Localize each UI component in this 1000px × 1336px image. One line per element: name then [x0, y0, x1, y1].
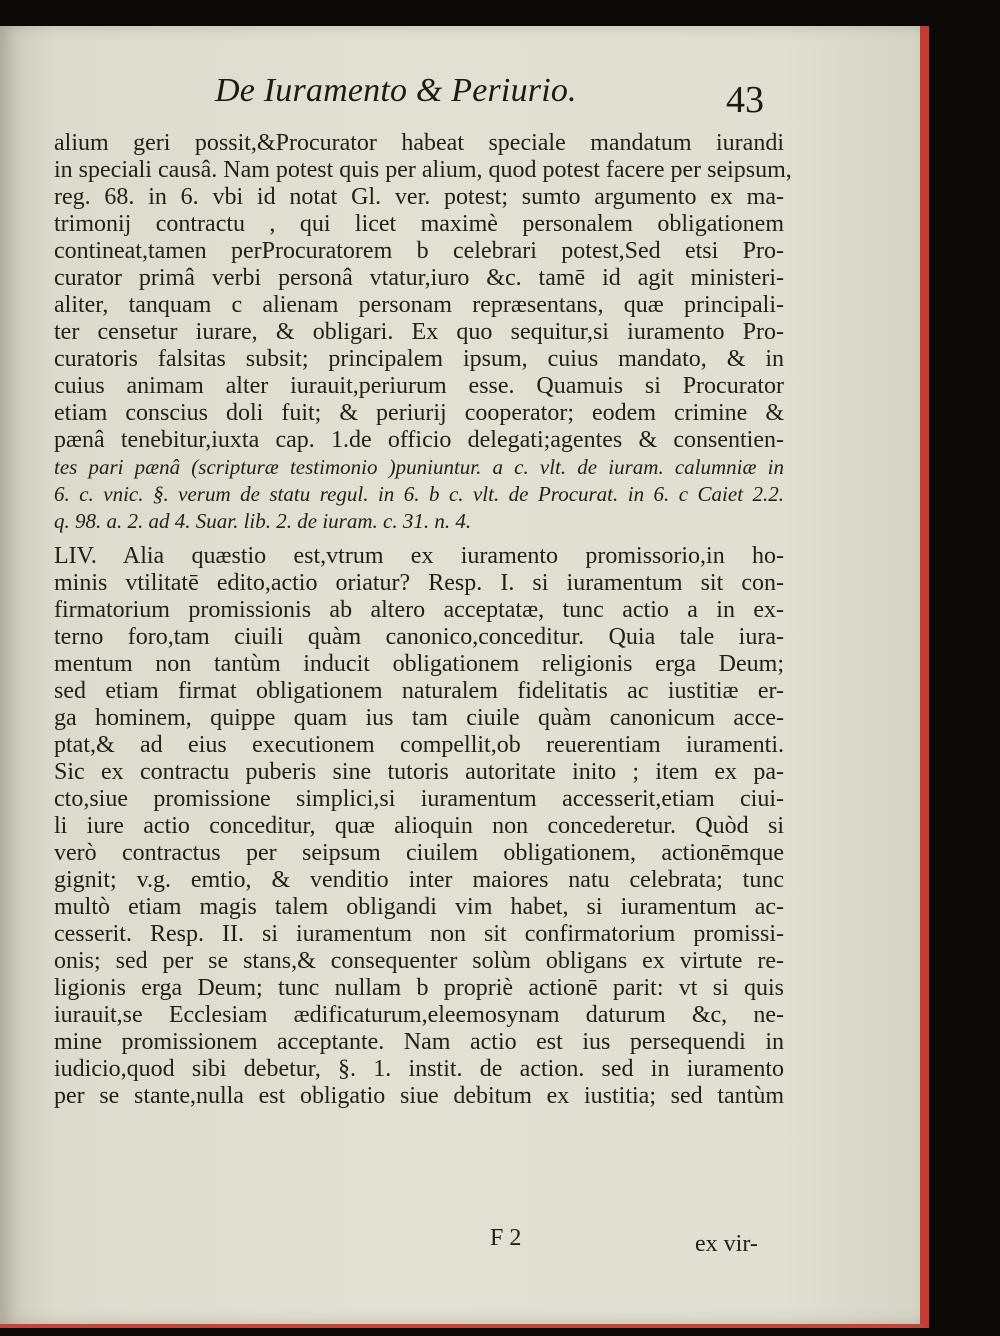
text-line: alium geri possit,&Procurator habeat speciale mandatum iurandi: [54, 130, 784, 156]
text-line: aliter, tanquam c alienam personam repræsentans, quæ principali-: [54, 292, 784, 318]
text-line: contineat,tamen perProcuratorem b celebrari potest,Sed etsi Pro-: [54, 238, 784, 264]
signature-mark: F 2: [490, 1225, 522, 1251]
text-line: ga hominem, quippe quam ius tam ciuile quàm canonicum acce-: [54, 705, 784, 731]
catchword: ex vir-: [695, 1231, 758, 1257]
text-line: ptat,& ad eius executionem compellit,ob reuerentiam iuramenti.: [54, 732, 784, 758]
text-line: mine promissionem acceptante. Nam actio est ius persequendi in: [54, 1029, 784, 1055]
marginal-note-line: 6. c. vnic. §. verum de statu regul. in 6. b c. vlt. de Procurat. in 6. c Caiet 2.2.: [54, 482, 784, 506]
paragraph-gap: [54, 535, 784, 543]
text-line: mentum non tantùm inducit obligationem religionis erga Deum;: [54, 651, 784, 677]
text-line: cesserit. Resp. II. si iuramentum non sit confirmatorium promissi-: [54, 921, 784, 947]
page-number: 43: [726, 79, 764, 121]
text-line: ter censetur iurare, & obligari. Ex quo sequitur,si iuramento Pro-: [54, 319, 784, 345]
text-line: trimonij contractu , qui licet maximè personalem obligationem: [54, 211, 784, 237]
text-line: cuius animam alter iurauit,periurum esse. Quamuis si Procurator: [54, 373, 784, 399]
text-line: gignit; v.g. emtio, & venditio inter maiores natu celebrata; tunc: [54, 867, 784, 893]
text-line: verò contractus per seipsum ciuilem obligationem, actionēmque: [54, 840, 784, 866]
text-line: onis; sed per se stans,& consequenter solùm obligans ex virtute re-: [54, 948, 784, 974]
marginal-note-line: q. 98. a. 2. ad 4. Suar. lib. 2. de iuram. c. 31. n. 4.: [54, 509, 472, 533]
text-line: minis vtilitatē edito,actio oriatur? Resp. I. si iuramentum sit con-: [54, 570, 784, 596]
text-line: li iure actio conceditur, quæ alioquin non concederetur. Quòd si: [54, 813, 784, 839]
text-line: curatoris falsitas subsit; principalem ipsum, cuius mandato, & in: [54, 346, 784, 372]
text-line: per se stante,nulla est obligatio siue debitum ex iustitia; sed tantùm: [54, 1083, 784, 1109]
text-line: reg. 68. in 6. vbi id notat Gl. ver. potest; sumto argumento ex ma-: [54, 184, 784, 210]
text-line: sed etiam firmat obligationem naturalem fidelitatis ac iustitiæ er-: [54, 678, 784, 704]
text-line: multò etiam magis talem obligandi vim habet, si iuramentum ac-: [54, 894, 784, 920]
running-title: De Iuramento & Periurio.: [215, 72, 577, 109]
marginal-note-line: tes pari pænâ (scripturæ testimonio )puniuntur. a c. vlt. de iuram. calumniæ in: [54, 455, 784, 479]
text-line: firmatorium promissionis ab altero acceptatæ, tunc actio a in ex-: [54, 597, 784, 623]
text-line: cto,siue promissione simplici,si iuramentum accesserit,etiam ciui-: [54, 786, 784, 812]
text-line: iudicio,quod sibi debetur, §. 1. instit. de action. sed in iuramento: [54, 1056, 784, 1082]
text-line: iurauit,se Ecclesiam ædificaturum,eleemosynam daturum &c, ne-: [54, 1002, 784, 1028]
text-line: Sic ex contractu puberis sine tutoris autoritate inito ; item ex pa-: [54, 759, 784, 785]
text-line: LIV. Alia quæstio est,vtrum ex iuramento promissorio,in ho-: [54, 543, 784, 569]
text-line: pænâ tenebitur,iuxta cap. 1.de officio delegati;agentes & consentien-: [54, 427, 784, 453]
text-line: terno foro,tam ciuili quàm canonico,conceditur. Quia tale iura-: [54, 624, 784, 650]
book-page: [0, 26, 929, 1328]
text-line: curator primâ verbi personâ vtatur,iuro &c. tamē id agit ministeri-: [54, 265, 784, 291]
text-line: in speciali causâ. Nam potest quis per alium, quod potest facere per seipsum,: [54, 157, 792, 183]
text-line: etiam conscius doli fuit; & periurij cooperator; eodem crimine &: [54, 400, 784, 426]
text-line: ligionis erga Deum; tunc nullam b propriè actionē parit: vt si quis: [54, 975, 784, 1001]
page-body: [54, 130, 792, 1110]
